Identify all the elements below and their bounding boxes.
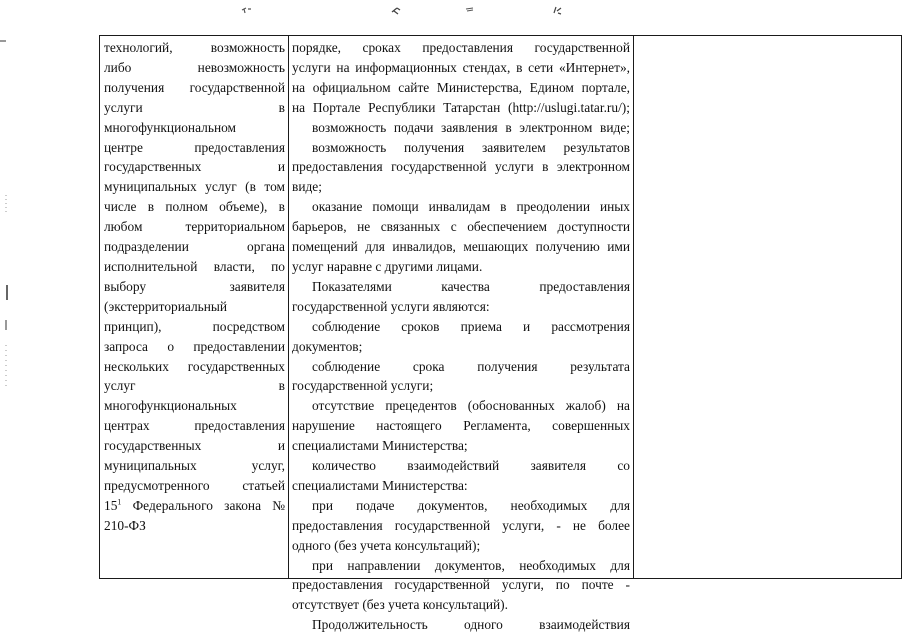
text-line: на официальном сайте Министерства, Едином портале, bbox=[292, 79, 630, 95]
text-line: предоставления государственной услуги, по почте - bbox=[292, 577, 630, 593]
text-line: исполнительной власти, по bbox=[104, 258, 285, 274]
text-line: одного (без учета консультаций); bbox=[292, 537, 481, 553]
text-line: количество взаимодействий заявителя со bbox=[312, 458, 630, 474]
text-line: при подаче документов, необходимых для bbox=[312, 497, 630, 513]
text-line: порядке, сроках предоставления государственной bbox=[292, 40, 630, 55]
text-line: оказание помощи инвалидам в преодолении иных bbox=[312, 199, 630, 215]
text-line: 210-ФЗ bbox=[104, 517, 146, 533]
text-line: любом территориальном bbox=[104, 219, 285, 235]
text-line: услуг в bbox=[104, 378, 285, 394]
text-line: предоставления государственной услуги, - не более bbox=[292, 517, 630, 533]
text-line: центрах предоставления bbox=[104, 418, 285, 434]
text-line: услуги в bbox=[104, 99, 285, 115]
text-line: числе в полном объеме), в bbox=[104, 199, 285, 215]
text-line: нескольких государственных bbox=[104, 358, 285, 374]
left-column-cell bbox=[100, 36, 289, 578]
text-line: помещений для инвалидов, мешающих получению ими bbox=[292, 239, 630, 255]
middle-column-cell bbox=[289, 36, 634, 633]
text-line: барьеров, не связанных с обеспечением доступности bbox=[292, 219, 630, 235]
text-line: возможность подачи заявления в электронном виде; bbox=[312, 119, 630, 135]
text-line: специалистами Министерства: bbox=[292, 477, 468, 493]
scan-artifacts-left-edge bbox=[0, 0, 12, 640]
text-line: многофункциональном bbox=[104, 119, 237, 135]
text-line: услуги на информационных стендах, в сети «Интернет», bbox=[292, 59, 630, 75]
right-column-cell-empty bbox=[634, 36, 901, 578]
text-line: муниципальных услуг (в том bbox=[104, 179, 285, 195]
law-reference: Федерального закона № bbox=[132, 497, 285, 513]
text-line: запроса о предоставлении bbox=[104, 338, 285, 354]
text-line: при направлении документов, необходимых для bbox=[312, 557, 630, 573]
text-line: государственной услуги являются: bbox=[292, 298, 490, 314]
text-line: муниципальных услуг, bbox=[104, 458, 285, 474]
text-line: соблюдение сроков приема и рассмотрения bbox=[312, 318, 630, 334]
text-line: подразделении органа bbox=[104, 239, 285, 255]
text-line: отсутствие прецедентов (обоснованных жалоб) на bbox=[312, 398, 630, 414]
text-line: государственных и bbox=[104, 159, 285, 175]
text-line: специалистами Министерства; bbox=[292, 438, 468, 454]
text-line: виде; bbox=[292, 179, 322, 195]
text-line: предоставления государственной услуги в электронном bbox=[292, 159, 630, 175]
text-line: документов; bbox=[292, 338, 363, 354]
text-line: государственных и bbox=[104, 438, 285, 454]
text-line: предусмотренного статьей bbox=[104, 477, 285, 493]
text-line: отсутствует (без учета консультаций). bbox=[292, 597, 508, 613]
text-line: центре предоставления bbox=[104, 139, 285, 155]
text-line: государственной услуги; bbox=[292, 378, 434, 394]
scan-artifacts-top bbox=[0, 0, 905, 40]
text-line: либо невозможность bbox=[104, 59, 285, 75]
text-line: нарушение настоящего Регламента, совершенных bbox=[292, 418, 630, 434]
text-line-with-superscript bbox=[104, 496, 285, 516]
text-line: многофункциональных bbox=[104, 398, 237, 414]
text-line: (экстерриториальный bbox=[104, 298, 228, 314]
middle-column-text bbox=[292, 38, 630, 635]
text-line: выбору заявителя bbox=[104, 278, 285, 294]
text-line: получения государственной bbox=[104, 79, 285, 95]
article-number: 15 bbox=[104, 497, 118, 513]
text-line: Продолжительность одного взаимодействия bbox=[312, 617, 630, 633]
text-line: Показателями качества предоставления bbox=[312, 278, 630, 294]
text-line: на Портале Республики Татарстан (http://uslugi.tatar.ru/); bbox=[292, 99, 630, 115]
regulation-table bbox=[99, 35, 902, 633]
text-line: соблюдение срока получения результата bbox=[312, 358, 630, 374]
left-column-text bbox=[104, 38, 285, 536]
text-line: технологий, возможность bbox=[104, 40, 285, 55]
article-superscript: 1 bbox=[117, 497, 122, 507]
text-line: возможность получения заявителем результатов bbox=[312, 139, 630, 155]
text-line: принцип), посредством bbox=[104, 318, 285, 334]
text-line: услуг наравне с другими лицами. bbox=[292, 258, 483, 274]
